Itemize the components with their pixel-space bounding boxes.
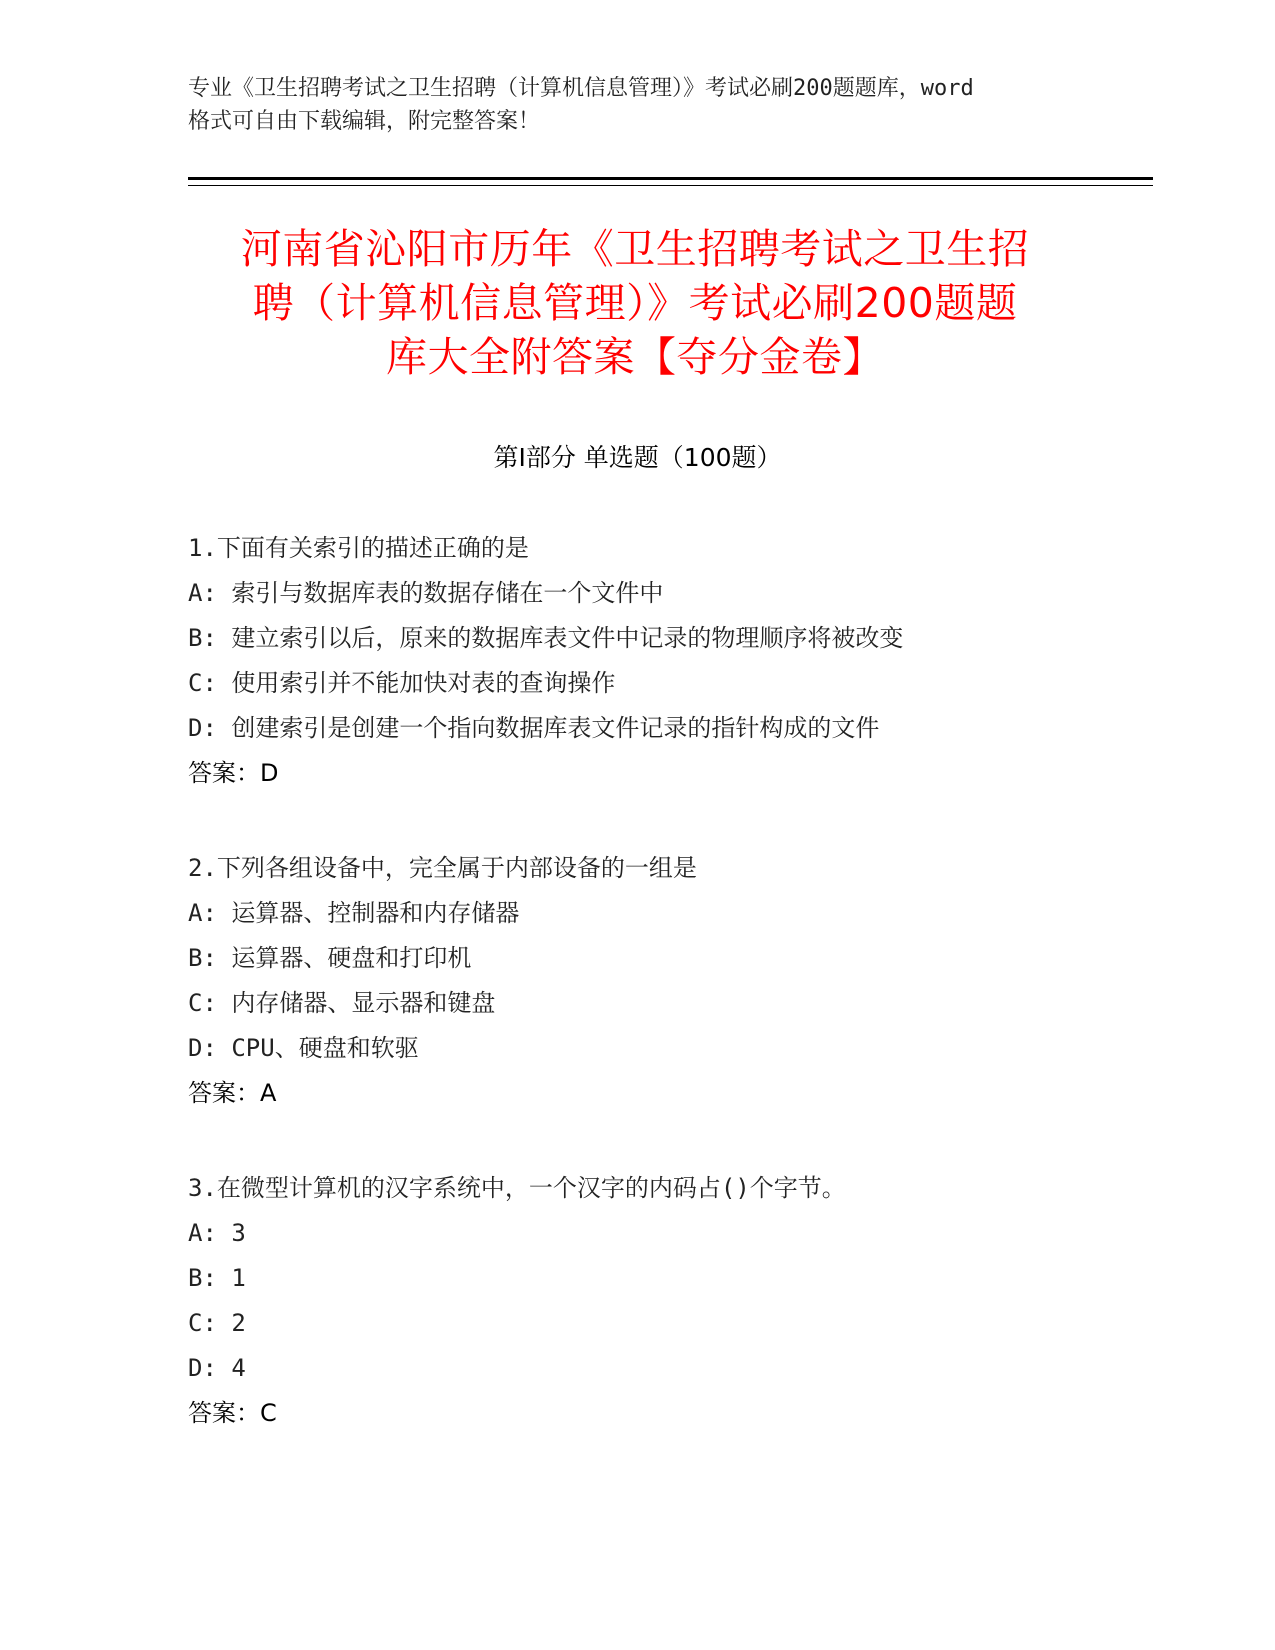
option-b: B: 1 bbox=[188, 1264, 246, 1292]
title-line-2: 聘（计算机信息管理）》考试必刷200题题 bbox=[252, 279, 1018, 327]
option-a: A: 运算器、控制器和内存储器 bbox=[188, 899, 520, 927]
header-line-2: 格式可自由下载编辑，附完整答案！ bbox=[188, 109, 541, 134]
question-list bbox=[188, 526, 1088, 1436]
answer: 答案：C bbox=[188, 1399, 277, 1427]
option-d: D: CPU、硬盘和软驱 bbox=[188, 1034, 419, 1062]
option-d: D: 创建索引是创建一个指向数据库表文件记录的指针构成的文件 bbox=[188, 714, 880, 742]
answer: 答案：D bbox=[188, 759, 279, 787]
section-title: 第Ⅰ部分 单选题（100题） bbox=[493, 443, 782, 472]
option-a: A: 3 bbox=[188, 1219, 246, 1247]
document-header bbox=[188, 72, 1088, 138]
question-item bbox=[188, 526, 1088, 796]
title-line-1: 河南省沁阳市历年《卫生招聘考试之卫生招 bbox=[240, 225, 1030, 273]
header-divider-thin bbox=[188, 185, 1153, 186]
option-c: C: 使用索引并不能加快对表的查询操作 bbox=[188, 669, 616, 697]
header-divider-thick bbox=[188, 177, 1153, 180]
question-item bbox=[188, 846, 1088, 1116]
option-b: B: 建立索引以后，原来的数据库表文件中记录的物理顺序将被改变 bbox=[188, 624, 904, 652]
option-c: C: 内存储器、显示器和键盘 bbox=[188, 989, 496, 1017]
header-line-1: 专业《卫生招聘考试之卫生招聘（计算机信息管理）》考试必刷200题题库，word bbox=[188, 76, 974, 101]
title-line-3: 库大全附答案【夺分金卷】 bbox=[386, 333, 884, 381]
answer: 答案：A bbox=[188, 1079, 277, 1107]
question-item bbox=[188, 1166, 1088, 1436]
question-stem: 3.在微型计算机的汉字系统中，一个汉字的内码占()个字节。 bbox=[188, 1174, 846, 1202]
document-title bbox=[195, 222, 1075, 384]
option-a: A: 索引与数据库表的数据存储在一个文件中 bbox=[188, 579, 664, 607]
question-stem: 1.下面有关索引的描述正确的是 bbox=[188, 534, 529, 562]
option-d: D: 4 bbox=[188, 1354, 246, 1382]
option-c: C: 2 bbox=[188, 1309, 246, 1337]
option-b: B: 运算器、硬盘和打印机 bbox=[188, 944, 472, 972]
question-stem: 2.下列各组设备中，完全属于内部设备的一组是 bbox=[188, 854, 697, 882]
